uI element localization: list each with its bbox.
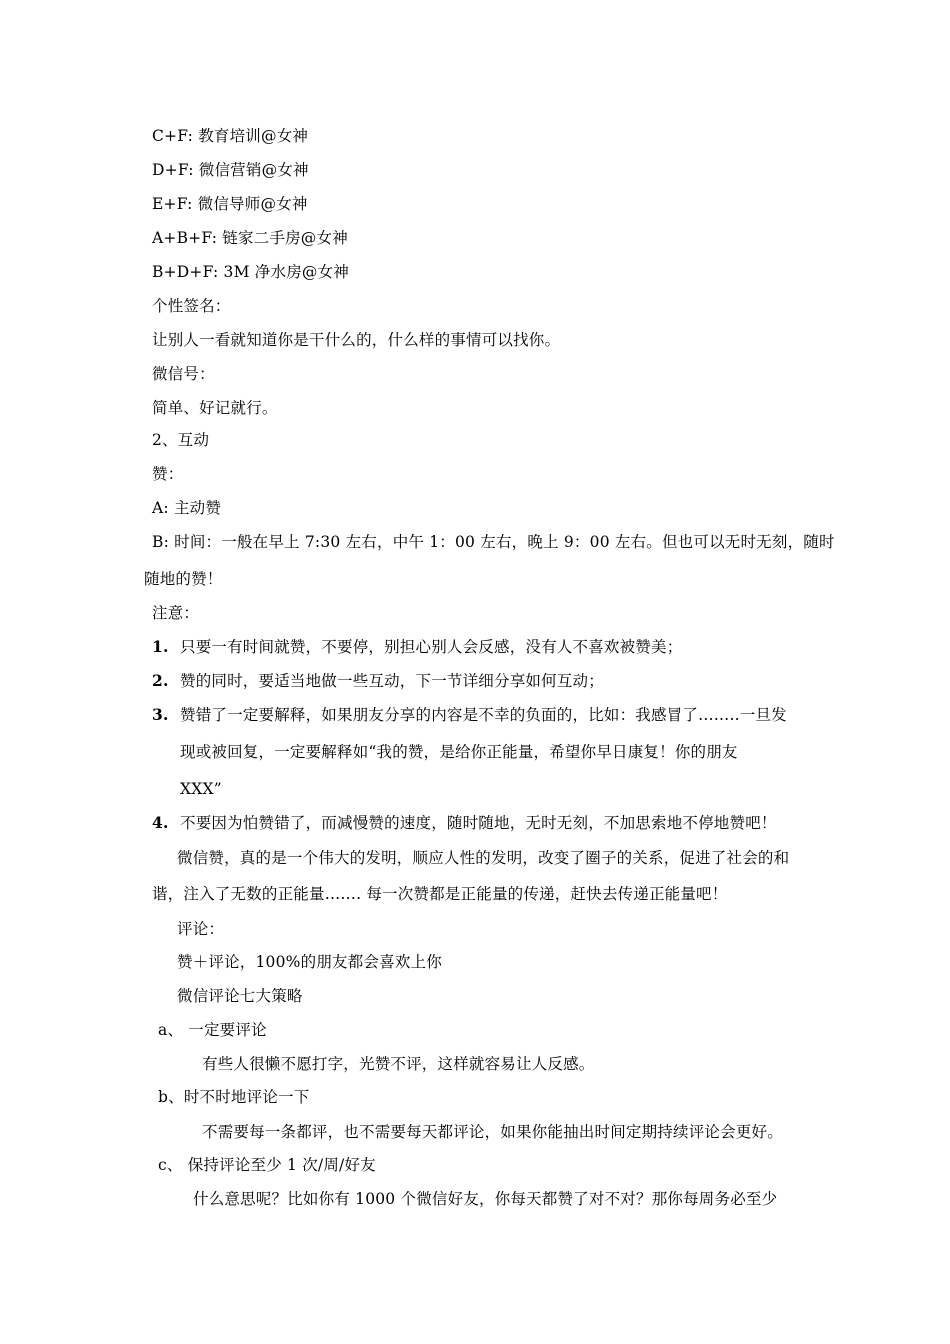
section-heading: 2、互动 [152, 431, 210, 449]
list-number: 2. [152, 671, 169, 690]
list-item-text: 不要因为怕赞错了，而减慢赞的速度，随时随地，无时无刻，不加思索地不停地赞吧！ [180, 814, 777, 832]
list-item [152, 637, 682, 657]
list-item-continuation: 现或被回复，一定要解释如“我的赞，是给你正能量，希望你早日康复！你的朋友 [180, 743, 738, 761]
list-number: 4. [152, 813, 169, 832]
list-number: 3. [152, 705, 169, 724]
list-number: 1. [152, 637, 169, 656]
list-item [152, 813, 777, 833]
text-line: 随地的赞！ [144, 570, 223, 588]
text-line: 赞＋评论，100%的朋友都会喜欢上你 [177, 953, 442, 971]
section-heading: 微信评论七大策略 [177, 987, 303, 1005]
list-item [152, 705, 787, 725]
section-label: 微信号： [152, 365, 215, 383]
section-label: 评论： [177, 920, 225, 938]
section-label: 注意： [152, 604, 200, 622]
list-item-text: 赞错了一定要解释，如果朋友分享的内容是不幸的负面的，比如：我感冒了……..一旦发 [180, 706, 787, 724]
strategy-heading: b、时不时地评论一下 [158, 1088, 310, 1106]
section-label: 个性签名： [152, 297, 231, 315]
text-line: B: 时间：一般在早上 7:30 左右，中午 1：00 左右，晚上 9：00 左右。但也可以无时无刻，随时 [152, 533, 835, 551]
paragraph-line: 微信赞，真的是一个伟大的发明，顺应人性的发明，改变了圈子的关系，促进了社会的和 [177, 849, 790, 867]
list-item-text: 只要一有时间就赞，不要停，别担心别人会反感，没有人不喜欢被赞美； [180, 638, 683, 656]
paragraph-line: 谐，注入了无数的正能量……. 每一次赞都是正能量的传递，赶快去传递正能量吧！ [152, 885, 728, 903]
strategy-text: 不需要每一条都评，也不需要每天都评论，如果你能抽出时间定期持续评论会更好。 [202, 1123, 783, 1141]
list-item-continuation: XXX” [180, 780, 222, 798]
text-line: A+B+F: 链家二手房@女神 [152, 229, 348, 247]
strategy-heading: a、 一定要评论 [158, 1021, 267, 1039]
text-line: D+F: 微信营销@女神 [152, 161, 309, 179]
strategy-text: 有些人很懒不愿打字，光赞不评，这样就容易让人反感。 [202, 1055, 595, 1073]
text-line: 简单、好记就行。 [152, 399, 278, 417]
strategy-text: 什么意思呢？比如你有 1000 个微信好友，你每天都赞了对不对？那你每周务必至少 [193, 1190, 778, 1208]
text-line: E+F: 微信导师@女神 [152, 195, 308, 213]
list-item [152, 671, 604, 691]
text-line: 让别人一看就知道你是干什么的，什么样的事情可以找你。 [152, 331, 561, 349]
text-line: A: 主动赞 [152, 499, 222, 517]
section-label: 赞： [152, 465, 184, 483]
strategy-heading: c、 保持评论至少 1 次/周/好友 [158, 1156, 376, 1174]
text-line: C+F: 教育培训@女神 [152, 127, 309, 145]
text-line: B+D+F: 3M 净水房@女神 [152, 263, 350, 281]
list-item-text: 赞的同时，要适当地做一些互动，下一节详细分享如何互动； [180, 672, 604, 690]
